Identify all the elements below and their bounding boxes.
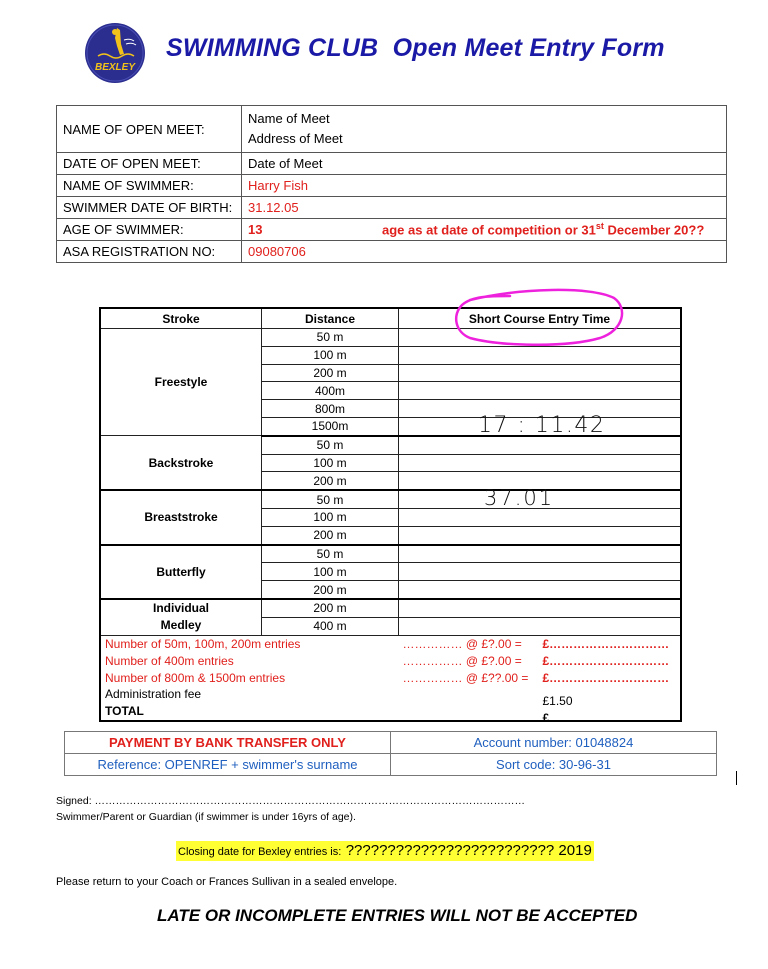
distance-cell: 100 m	[262, 454, 399, 472]
distance-cell: 50 m	[262, 490, 399, 508]
closing-date-label: Closing date for Bexley entries is:	[178, 846, 342, 858]
header-stroke: Stroke	[100, 308, 262, 329]
stroke-freestyle: Freestyle	[100, 329, 262, 436]
entry-time-cell[interactable]	[399, 382, 682, 400]
summary-row	[100, 652, 681, 669]
summary-label: TOTAL	[100, 703, 399, 721]
asa-number[interactable]: 09080706	[242, 241, 727, 263]
summary-label: Number of 400m entries	[100, 652, 399, 669]
summary-label: Number of 800m & 1500m entries	[100, 669, 399, 686]
summary-calc: …………… @ £??.00 =	[402, 670, 529, 685]
stroke-breaststroke: Breaststroke	[100, 490, 262, 544]
entry-time-cell[interactable]	[399, 545, 682, 563]
info-label: ASA REGISTRATION NO:	[57, 241, 242, 263]
info-label: NAME OF SWIMMER:	[57, 175, 242, 197]
entry-time-cell[interactable]	[399, 329, 682, 347]
signature-caption: Swimmer/Parent or Guardian (if swimmer is under 16yrs of age).	[56, 811, 356, 823]
entry-time-cell[interactable]	[399, 617, 682, 635]
entry-time-cell[interactable]	[399, 508, 682, 526]
summary-calc-cell[interactable]	[399, 652, 682, 669]
entry-time-cell[interactable]	[399, 472, 682, 490]
distance-cell: 800m	[262, 400, 399, 418]
summary-amount: £…………………………	[542, 653, 670, 668]
meet-name: Name of Meet	[248, 111, 330, 126]
info-label: NAME OF OPEN MEET:	[57, 106, 242, 153]
entry-table	[99, 307, 682, 726]
header-distance: Distance	[262, 308, 399, 329]
summary-label: Administration fee	[100, 686, 399, 703]
distance-cell: 200 m	[262, 581, 399, 599]
summary-amount: £…………………………	[542, 670, 670, 685]
account-number: Account number: 01048824	[391, 732, 717, 754]
summary-label: Number of 50m, 100m, 200m entries	[100, 635, 399, 652]
info-label: SWIMMER DATE OF BIRTH:	[57, 197, 242, 219]
info-row-asa	[57, 241, 727, 263]
summary-row	[100, 669, 681, 686]
summary-calc: …………… @ £?.00 =	[402, 653, 522, 668]
info-label: AGE OF SWIMMER:	[57, 219, 242, 241]
info-label: DATE OF OPEN MEET:	[57, 153, 242, 175]
distance-cell: 400 m	[262, 617, 399, 635]
summary-row	[100, 686, 681, 703]
payment-row	[65, 754, 717, 776]
header-entry-time: Short Course Entry Time	[399, 308, 682, 329]
info-row-meet-date	[57, 153, 727, 175]
meet-address: Address of Meet	[248, 131, 343, 146]
late-entries-warning: LATE OR INCOMPLETE ENTRIES WILL NOT BE ACCEPTED	[157, 906, 638, 925]
entry-time-cell[interactable]	[399, 526, 682, 544]
info-row-dob	[57, 197, 727, 219]
distance-cell: 100 m	[262, 563, 399, 581]
distance-cell: 100 m	[262, 346, 399, 364]
distance-cell: 50 m	[262, 329, 399, 347]
distance-cell: 200 m	[262, 526, 399, 544]
stroke-backstroke: Backstroke	[100, 436, 262, 490]
logo-text: BEXLEY	[94, 62, 136, 73]
payment-table	[64, 731, 717, 776]
entry-time-cell[interactable]	[399, 563, 682, 581]
table-row	[100, 490, 681, 508]
table-row	[100, 436, 681, 454]
distance-cell: 50 m	[262, 545, 399, 563]
club-logo	[84, 22, 146, 84]
summary-calc-cell[interactable]	[399, 635, 682, 652]
info-row-meet-name	[57, 106, 727, 153]
summary-calc-cell[interactable]	[399, 669, 682, 686]
payment-method: PAYMENT BY BANK TRANSFER ONLY	[65, 732, 391, 754]
summary-calc-cell[interactable]	[399, 703, 682, 726]
summary-amount: £…………………………	[542, 636, 670, 651]
distance-cell: 100 m	[262, 508, 399, 526]
handwritten-time-breaststroke-50: 37.01	[484, 486, 555, 510]
distance-cell: 200 m	[262, 364, 399, 382]
return-instructions: Please return to your Coach or Frances Sullivan in a sealed envelope.	[56, 876, 398, 888]
entry-time-cell[interactable]	[399, 364, 682, 382]
info-row-age	[57, 219, 727, 241]
info-value[interactable]	[242, 106, 727, 153]
swimmer-age: 13	[248, 222, 263, 237]
distance-cell: 400m	[262, 382, 399, 400]
table-row	[100, 545, 681, 563]
entry-time-cell[interactable]	[399, 346, 682, 364]
distance-cell: 200 m	[262, 599, 399, 617]
distance-cell: 200 m	[262, 472, 399, 490]
payment-reference: Reference: OPENREF + swimmer's surname	[65, 754, 391, 776]
entry-time-cell[interactable]	[399, 490, 682, 508]
signature-line[interactable]: Signed: ……………………………………………………………………………………………………………	[56, 795, 526, 807]
payment-row	[65, 732, 717, 754]
sort-code: Sort code: 30-96-31	[391, 754, 717, 776]
total-amount: £…………………………	[542, 711, 670, 726]
swimmer-age-cell[interactable]	[242, 219, 727, 241]
admin-fee-amount: £1.50	[542, 694, 573, 709]
stroke-individual-medley: Individual Medley	[100, 599, 262, 635]
swimmer-name[interactable]: Harry Fish	[242, 175, 727, 197]
distance-cell: 50 m	[262, 436, 399, 454]
table-row	[100, 329, 681, 347]
swimmer-info-table	[56, 105, 727, 263]
table-row	[100, 599, 681, 617]
distance-cell: 1500m	[262, 417, 399, 435]
meet-date[interactable]: Date of Meet	[242, 153, 727, 175]
summary-calc-cell	[399, 686, 682, 709]
handwritten-time-freestyle-1500: 17 : 11.42	[478, 413, 606, 438]
swimmer-dob[interactable]: 31.12.05	[242, 197, 727, 219]
entry-time-cell[interactable]	[399, 417, 682, 435]
entry-time-cell[interactable]	[399, 599, 682, 617]
entry-time-cell[interactable]	[399, 454, 682, 472]
entry-time-cell[interactable]	[399, 436, 682, 454]
text-cursor	[736, 771, 737, 785]
entry-header-row	[100, 308, 681, 329]
closing-date-value: ????????????????????????? 2019	[345, 842, 592, 859]
page-title: SWIMMING CLUB Open Meet Entry Form	[166, 34, 665, 62]
stroke-butterfly: Butterfly	[100, 545, 262, 599]
entry-time-cell[interactable]	[399, 581, 682, 599]
entry-time-cell[interactable]	[399, 400, 682, 418]
closing-date-banner	[176, 841, 594, 861]
summary-row	[100, 703, 681, 721]
age-note: age as at date of competition or 31st December 20??	[382, 221, 705, 238]
summary-row	[100, 635, 681, 652]
summary-calc: …………… @ £?.00 =	[402, 636, 522, 651]
info-row-swimmer-name	[57, 175, 727, 197]
